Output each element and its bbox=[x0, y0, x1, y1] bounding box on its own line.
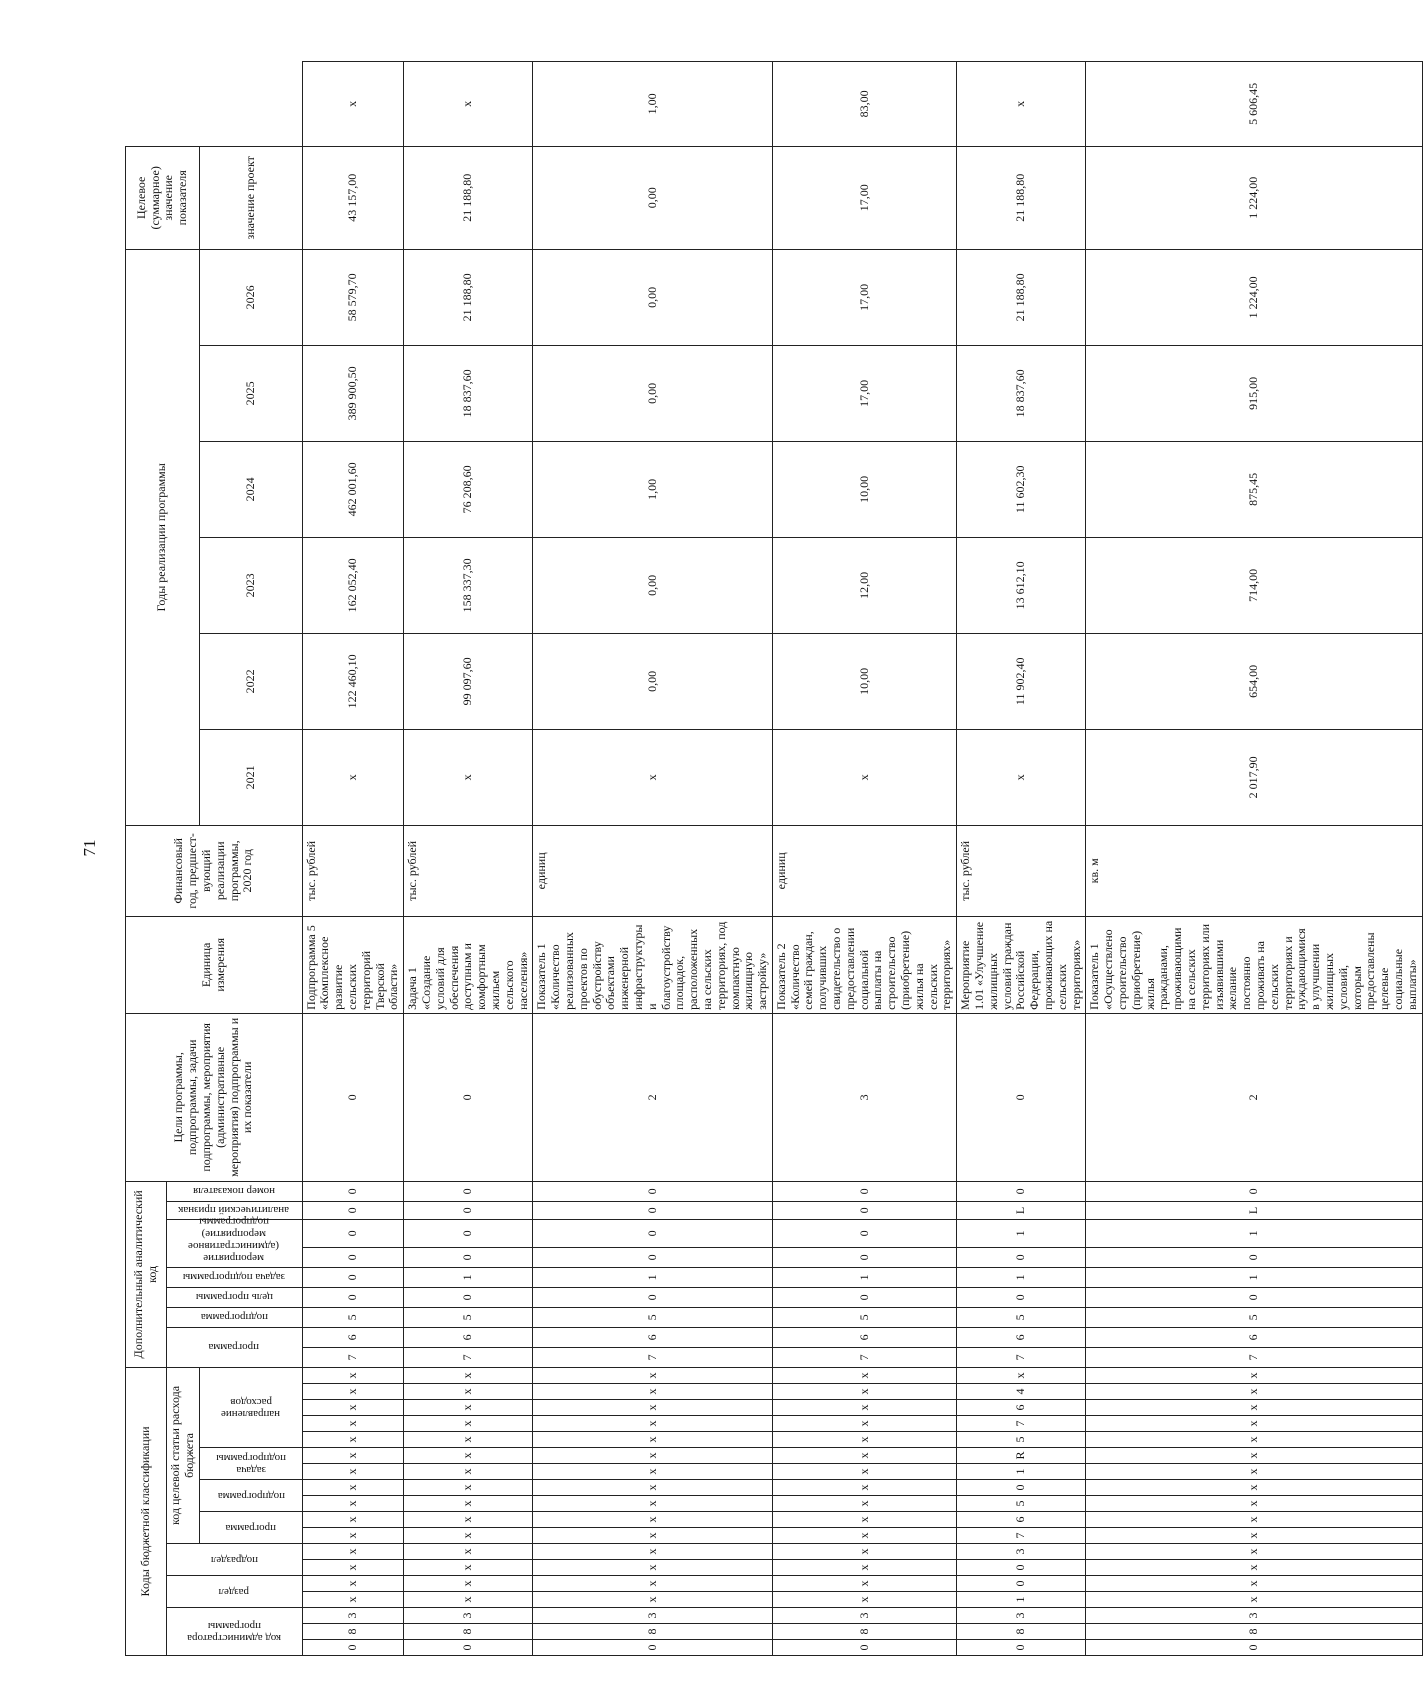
year-2024-header: 2024 bbox=[199, 441, 302, 537]
code-digit: x bbox=[404, 1464, 533, 1480]
analytic-digit: 0 bbox=[772, 1247, 956, 1267]
code-digit: x bbox=[302, 1432, 404, 1448]
analytic-digit: 0 bbox=[772, 1181, 956, 1201]
code-digit: x bbox=[772, 1432, 956, 1448]
analytic-digit: 0 bbox=[404, 1181, 533, 1201]
code-digit: 8 bbox=[302, 1624, 404, 1640]
a-program-header: программа bbox=[167, 1327, 303, 1367]
code-digit: x bbox=[1086, 1480, 1422, 1496]
code-digit: x bbox=[404, 1416, 533, 1432]
analytic-digit: 0 bbox=[302, 1267, 404, 1287]
code-digit: x bbox=[772, 1544, 956, 1560]
code-digit: 3 bbox=[533, 1608, 773, 1624]
code-digit: x bbox=[772, 1400, 956, 1416]
row-value-2023: 1,00 bbox=[533, 441, 773, 537]
row-target: x bbox=[302, 62, 404, 147]
code-digit: x bbox=[302, 1528, 404, 1544]
analytic-digit: 5 bbox=[302, 1307, 404, 1327]
analytic-digit: 0 bbox=[302, 1247, 404, 1267]
row-value-2025: 21 188,80 bbox=[957, 249, 1086, 345]
row-value-2025: 1 224,00 bbox=[1086, 249, 1422, 345]
analytic-digit: 1 bbox=[1086, 1219, 1422, 1247]
code-digit: 0 bbox=[302, 1640, 404, 1656]
code-digit: x bbox=[404, 1432, 533, 1448]
analytic-digit: 0 bbox=[533, 1181, 773, 1201]
analytic-digit: 0 bbox=[1086, 1181, 1422, 1201]
row-value-2021: 122 460,10 bbox=[302, 633, 404, 729]
code-digit: 0 bbox=[957, 1560, 1086, 1576]
code-digit: 3 bbox=[772, 1608, 956, 1624]
code-digit: 0 bbox=[404, 1640, 533, 1656]
row-value-2024: 0,00 bbox=[533, 345, 773, 441]
row-value-2026: 1 224,00 bbox=[1086, 146, 1422, 249]
code-digit: x bbox=[772, 1560, 956, 1576]
analytic-digit: 0 bbox=[302, 1181, 404, 1201]
code-digit: x bbox=[302, 1464, 404, 1480]
analytic-digit: 0 bbox=[533, 1287, 773, 1307]
row-value-2025: 21 188,80 bbox=[404, 249, 533, 345]
row-value-2026: 21 188,80 bbox=[957, 146, 1086, 249]
code-digit: x bbox=[302, 1448, 404, 1464]
goals-header: Цели программы, подпрограммы, задачи подпрограммы, мероприятия (административные мероприятия) подпрограммы и их показатели bbox=[126, 1013, 303, 1181]
code-digit: x bbox=[404, 1496, 533, 1512]
code-digit: x bbox=[302, 1496, 404, 1512]
table-row bbox=[404, 62, 533, 1656]
analytic-digit: 7 bbox=[772, 1347, 956, 1367]
analytic-digit: 7 bbox=[302, 1347, 404, 1367]
code-digit: x bbox=[772, 1416, 956, 1432]
code-digit: R bbox=[957, 1448, 1086, 1464]
row-target: 5 606,45 bbox=[1086, 62, 1422, 147]
code-digit: 8 bbox=[533, 1624, 773, 1640]
subsection-header: подраздел bbox=[167, 1544, 303, 1576]
analytic-digit: 0 bbox=[533, 1247, 773, 1267]
analytic-digit: 2 bbox=[533, 1013, 773, 1181]
row-value-2024: 389 900,50 bbox=[302, 345, 404, 441]
a-attribute-header: аналитический признак bbox=[167, 1201, 303, 1219]
code-digit: 0 bbox=[1086, 1640, 1422, 1656]
code-digit: x bbox=[533, 1384, 773, 1400]
code-digit: 0 bbox=[533, 1640, 773, 1656]
analytic-digit: 0 bbox=[772, 1219, 956, 1247]
analytic-digit: 5 bbox=[533, 1307, 773, 1327]
code-digit: x bbox=[772, 1448, 956, 1464]
row-target: 83,00 bbox=[772, 62, 956, 147]
code-digit: 3 bbox=[1086, 1608, 1422, 1624]
code-digit: x bbox=[302, 1400, 404, 1416]
code-digit: 4 bbox=[957, 1384, 1086, 1400]
code-digit: 8 bbox=[957, 1624, 1086, 1640]
row-value-2023: 462 001,60 bbox=[302, 441, 404, 537]
row-value-2022: 158 337,30 bbox=[404, 537, 533, 633]
subprogram-header: подпрограмма bbox=[199, 1480, 302, 1512]
page-number: 71 bbox=[80, 839, 99, 857]
analytic-digit: 0 bbox=[404, 1247, 533, 1267]
code-digit: 3 bbox=[404, 1608, 533, 1624]
row-target: x bbox=[957, 62, 1086, 147]
analytic-digit: 2 bbox=[1086, 1013, 1422, 1181]
code-digit: x bbox=[1086, 1432, 1422, 1448]
target-header: Целевое (суммарное) значение показателя bbox=[126, 146, 200, 249]
code-digit: x bbox=[533, 1496, 773, 1512]
program-table bbox=[125, 61, 1423, 1656]
analytic-digit: 0 bbox=[302, 1013, 404, 1181]
section-header: раздел bbox=[167, 1576, 303, 1608]
code-digit: x bbox=[533, 1448, 773, 1464]
code-digit: x bbox=[404, 1576, 533, 1592]
row-value-2022: 162 052,40 bbox=[302, 537, 404, 633]
analytic-digit: 7 bbox=[957, 1347, 1086, 1367]
row-value-2021: 10,00 bbox=[772, 633, 956, 729]
analytic-digit: 6 bbox=[302, 1327, 404, 1347]
code-digit: x bbox=[533, 1576, 773, 1592]
table-row bbox=[1086, 62, 1422, 1656]
code-digit: x bbox=[404, 1400, 533, 1416]
row-value-2022: 0,00 bbox=[533, 537, 773, 633]
analytic-digit: 0 bbox=[1086, 1247, 1422, 1267]
year-2025-header: 2025 bbox=[199, 345, 302, 441]
table-row bbox=[533, 62, 773, 1656]
analytic-digit: 0 bbox=[404, 1219, 533, 1247]
analytic-digit: 6 bbox=[957, 1327, 1086, 1347]
code-digit: 6 bbox=[957, 1512, 1086, 1528]
row-fin-year: 2 017,90 bbox=[1086, 729, 1422, 825]
analytic-digit: 0 bbox=[772, 1201, 956, 1219]
code-digit: 0 bbox=[957, 1480, 1086, 1496]
code-digit: 5 bbox=[957, 1496, 1086, 1512]
analytic-digit: 0 bbox=[302, 1219, 404, 1247]
analytic-digit: 7 bbox=[533, 1347, 773, 1367]
row-value-2023: 11 602,30 bbox=[957, 441, 1086, 537]
code-digit: x bbox=[533, 1592, 773, 1608]
year-2026-header: 2026 bbox=[199, 249, 302, 345]
code-digit: x bbox=[772, 1384, 956, 1400]
code-digit: x bbox=[302, 1384, 404, 1400]
row-value-2024: 18 837,60 bbox=[404, 345, 533, 441]
row-value-2022: 12,00 bbox=[772, 537, 956, 633]
code-digit: x bbox=[302, 1416, 404, 1432]
analytic-digit: L bbox=[1086, 1201, 1422, 1219]
code-digit: 7 bbox=[957, 1416, 1086, 1432]
code-digit: x bbox=[957, 1367, 1086, 1383]
row-name: Задача 1 «Создание условий для обеспечения доступным и комфортным жильем сельского населения» bbox=[404, 916, 533, 1013]
code-digit: x bbox=[1086, 1592, 1422, 1608]
code-digit: 0 bbox=[772, 1640, 956, 1656]
analytic-digit: 1 bbox=[957, 1267, 1086, 1287]
code-digit: x bbox=[404, 1528, 533, 1544]
code-digit: x bbox=[772, 1464, 956, 1480]
code-digit: x bbox=[404, 1367, 533, 1383]
row-target: 1,00 bbox=[533, 62, 773, 147]
analytic-digit: 6 bbox=[404, 1327, 533, 1347]
a-goal-header: цель программы bbox=[167, 1287, 303, 1307]
code-digit: 1 bbox=[957, 1592, 1086, 1608]
code-digit: x bbox=[1086, 1367, 1422, 1383]
analytic-digit: 1 bbox=[533, 1267, 773, 1287]
row-value-2023: 875,45 bbox=[1086, 441, 1422, 537]
row-value-2026: 17,00 bbox=[772, 146, 956, 249]
analytic-digit: 5 bbox=[957, 1307, 1086, 1327]
year-2022-header: 2022 bbox=[199, 633, 302, 729]
analytic-digit: 0 bbox=[772, 1287, 956, 1307]
analytic-digit: 0 bbox=[302, 1287, 404, 1307]
code-digit: x bbox=[533, 1416, 773, 1432]
unit-header: Единица измерения bbox=[126, 916, 303, 1013]
code-digit: x bbox=[302, 1560, 404, 1576]
code-digit: x bbox=[404, 1592, 533, 1608]
analytic-digit: 0 bbox=[957, 1013, 1086, 1181]
row-fin-year: x bbox=[404, 729, 533, 825]
code-digit: x bbox=[404, 1480, 533, 1496]
code-digit: x bbox=[772, 1512, 956, 1528]
row-value-2021: 654,00 bbox=[1086, 633, 1422, 729]
row-unit: тыс. рублей bbox=[957, 825, 1086, 916]
analytic-digit: 1 bbox=[404, 1267, 533, 1287]
table-row bbox=[302, 62, 404, 1656]
year-2021-header: 2021 bbox=[199, 729, 302, 825]
code-digit: 3 bbox=[302, 1608, 404, 1624]
code-digit: x bbox=[404, 1544, 533, 1560]
code-digit: 1 bbox=[957, 1464, 1086, 1480]
code-digit: x bbox=[1086, 1464, 1422, 1480]
code-digit: 7 bbox=[957, 1528, 1086, 1544]
row-unit: тыс. рублей bbox=[404, 825, 533, 916]
row-value-2023: 76 208,60 bbox=[404, 441, 533, 537]
code-digit: 8 bbox=[404, 1624, 533, 1640]
row-target: x bbox=[404, 62, 533, 147]
row-value-2023: 10,00 bbox=[772, 441, 956, 537]
row-unit: единиц bbox=[533, 825, 773, 916]
code-digit: x bbox=[302, 1512, 404, 1528]
code-digit: x bbox=[772, 1576, 956, 1592]
analytic-digit: 5 bbox=[404, 1307, 533, 1327]
analytic-digit: 6 bbox=[772, 1327, 956, 1347]
code-digit: x bbox=[772, 1528, 956, 1544]
code-digit: 3 bbox=[957, 1544, 1086, 1560]
code-digit: 8 bbox=[1086, 1624, 1422, 1640]
row-value-2021: 0,00 bbox=[533, 633, 773, 729]
code-digit: x bbox=[404, 1560, 533, 1576]
row-unit: тыс. рублей bbox=[302, 825, 404, 916]
row-value-2024: 18 837,60 bbox=[957, 345, 1086, 441]
row-value-2021: 99 097,60 bbox=[404, 633, 533, 729]
code-digit: x bbox=[404, 1448, 533, 1464]
code-digit: x bbox=[533, 1528, 773, 1544]
row-value-2024: 17,00 bbox=[772, 345, 956, 441]
row-value-2026: 0,00 bbox=[533, 146, 773, 249]
code-digit: x bbox=[1086, 1448, 1422, 1464]
code-digit: x bbox=[533, 1560, 773, 1576]
analytic-digit: 0 bbox=[957, 1287, 1086, 1307]
analytic-digit: 0 bbox=[404, 1201, 533, 1219]
row-name: Показатель 2 «Количество семей граждан, получивших свидетельство о предоставлении социальной выплаты на строительство (приобретение) жилья на сельских территориях» bbox=[772, 916, 956, 1013]
code-digit: x bbox=[1086, 1560, 1422, 1576]
analytic-digit: 5 bbox=[772, 1307, 956, 1327]
analytic-digit: L bbox=[957, 1201, 1086, 1219]
code-digit: x bbox=[533, 1367, 773, 1383]
code-digit: x bbox=[1086, 1576, 1422, 1592]
code-digit: x bbox=[533, 1464, 773, 1480]
row-fin-year: x bbox=[302, 729, 404, 825]
code-digit: x bbox=[302, 1367, 404, 1383]
row-name: Показатель 1 «Осуществлено строительство (приобретение) жилья гражданами, проживающими на сельских территориях или изъявившими желание постоянно проживать на сельских территориях и нуждающимися в улучшении жилищных условий, которым предоставлены целевые социальные выплаты» bbox=[1086, 916, 1422, 1013]
analytic-digit: 0 bbox=[1086, 1287, 1422, 1307]
code-digit: x bbox=[1086, 1528, 1422, 1544]
code-digit: x bbox=[1086, 1512, 1422, 1528]
analytic-digit: 1 bbox=[957, 1219, 1086, 1247]
code-digit: x bbox=[1086, 1544, 1422, 1560]
expense-direction-header: направление расходов bbox=[199, 1367, 302, 1447]
code-digit: x bbox=[404, 1384, 533, 1400]
code-digit: x bbox=[404, 1512, 533, 1528]
code-digit: x bbox=[772, 1496, 956, 1512]
analytic-digit: 6 bbox=[533, 1327, 773, 1347]
analytic-digit: 1 bbox=[1086, 1267, 1422, 1287]
a-activity-header: мероприятие (административное мероприятие) подпрограммы bbox=[167, 1219, 303, 1267]
code-digit: x bbox=[1086, 1384, 1422, 1400]
years-header: Годы реализации программы bbox=[126, 249, 200, 825]
analytic-digit: 0 bbox=[302, 1201, 404, 1219]
code-digit: 0 bbox=[957, 1640, 1086, 1656]
analytic-digit: 3 bbox=[772, 1013, 956, 1181]
row-value-2022: 714,00 bbox=[1086, 537, 1422, 633]
admin-code-header: код администратора программы bbox=[167, 1608, 303, 1656]
row-unit: единиц bbox=[772, 825, 956, 916]
code-digit: 5 bbox=[957, 1432, 1086, 1448]
row-name: Мероприятие 1.01 «Улучшение жилищных условий граждан Российской Федерации, проживающих на сельских территориях» bbox=[957, 916, 1086, 1013]
analytic-digit: 0 bbox=[404, 1287, 533, 1307]
code-digit: x bbox=[533, 1512, 773, 1528]
table-row bbox=[957, 62, 1086, 1656]
analytic-digit: 0 bbox=[404, 1013, 533, 1181]
fin-year-header: Финансовый год, предшест-вующий реализации программы, 2020 год bbox=[126, 825, 303, 916]
table-row bbox=[772, 62, 956, 1656]
program-header: программа bbox=[199, 1512, 302, 1544]
code-digit: x bbox=[772, 1592, 956, 1608]
row-value-2021: 11 902,40 bbox=[957, 633, 1086, 729]
row-fin-year: x bbox=[957, 729, 1086, 825]
code-digit: 8 bbox=[772, 1624, 956, 1640]
code-digit: x bbox=[1086, 1496, 1422, 1512]
a-subprogram-header: подпрограмма bbox=[167, 1307, 303, 1327]
target-code-header: код целевой статьи расхода бюджета bbox=[167, 1367, 200, 1543]
analytic-digit: 0 bbox=[957, 1181, 1086, 1201]
analytic-digit: 0 bbox=[533, 1201, 773, 1219]
a-indicator-header: номер показателя bbox=[167, 1181, 303, 1201]
analytic-digit: 0 bbox=[957, 1247, 1086, 1267]
code-digit: x bbox=[302, 1592, 404, 1608]
row-value-2025: 58 579,70 bbox=[302, 249, 404, 345]
row-value-2022: 13 612,10 bbox=[957, 537, 1086, 633]
analytic-digit: 5 bbox=[1086, 1307, 1422, 1327]
row-fin-year: x bbox=[772, 729, 956, 825]
code-digit: x bbox=[302, 1480, 404, 1496]
row-value-2026: 43 157,00 bbox=[302, 146, 404, 249]
code-digit: x bbox=[772, 1480, 956, 1496]
analytic-digit: 0 bbox=[533, 1219, 773, 1247]
analytic-digit: 6 bbox=[1086, 1327, 1422, 1347]
code-digit: x bbox=[1086, 1416, 1422, 1432]
analytic-digit: 1 bbox=[772, 1267, 956, 1287]
target-value-label: значение проект bbox=[199, 146, 302, 249]
row-name: Подпрограмма 5 «Комплексное развитие сельских территорий Тверской области» bbox=[302, 916, 404, 1013]
analytic-code-header: Дополнительный аналитический код bbox=[126, 1181, 167, 1367]
code-digit: x bbox=[302, 1544, 404, 1560]
row-value-2025: 0,00 bbox=[533, 249, 773, 345]
analytic-digit: 7 bbox=[1086, 1347, 1422, 1367]
row-unit: кв. м bbox=[1086, 825, 1422, 916]
row-value-2025: 17,00 bbox=[772, 249, 956, 345]
row-value-2026: 21 188,80 bbox=[404, 146, 533, 249]
row-fin-year: x bbox=[533, 729, 773, 825]
budget-codes-header: Коды бюджетной классификации bbox=[126, 1367, 167, 1655]
a-task-header: задача подпрограммы bbox=[167, 1267, 303, 1287]
subprogram-task-header: задача подпрограммы bbox=[199, 1448, 302, 1480]
analytic-digit: 7 bbox=[404, 1347, 533, 1367]
code-digit: x bbox=[533, 1544, 773, 1560]
code-digit: x bbox=[533, 1400, 773, 1416]
code-digit: 3 bbox=[957, 1608, 1086, 1624]
code-digit: x bbox=[533, 1432, 773, 1448]
code-digit: 6 bbox=[957, 1400, 1086, 1416]
code-digit: x bbox=[1086, 1400, 1422, 1416]
row-name: Показатель 1 «Количество реализованных проектов по обустройству объектами инженерной инфраструктуры и благоустройству площадок, расположенных на сельских территориях, под компактную жилищную застройку» bbox=[533, 916, 773, 1013]
code-digit: x bbox=[302, 1576, 404, 1592]
row-value-2024: 915,00 bbox=[1086, 345, 1422, 441]
code-digit: x bbox=[533, 1480, 773, 1496]
year-2023-header: 2023 bbox=[199, 537, 302, 633]
code-digit: 0 bbox=[957, 1576, 1086, 1592]
code-digit: x bbox=[772, 1367, 956, 1383]
